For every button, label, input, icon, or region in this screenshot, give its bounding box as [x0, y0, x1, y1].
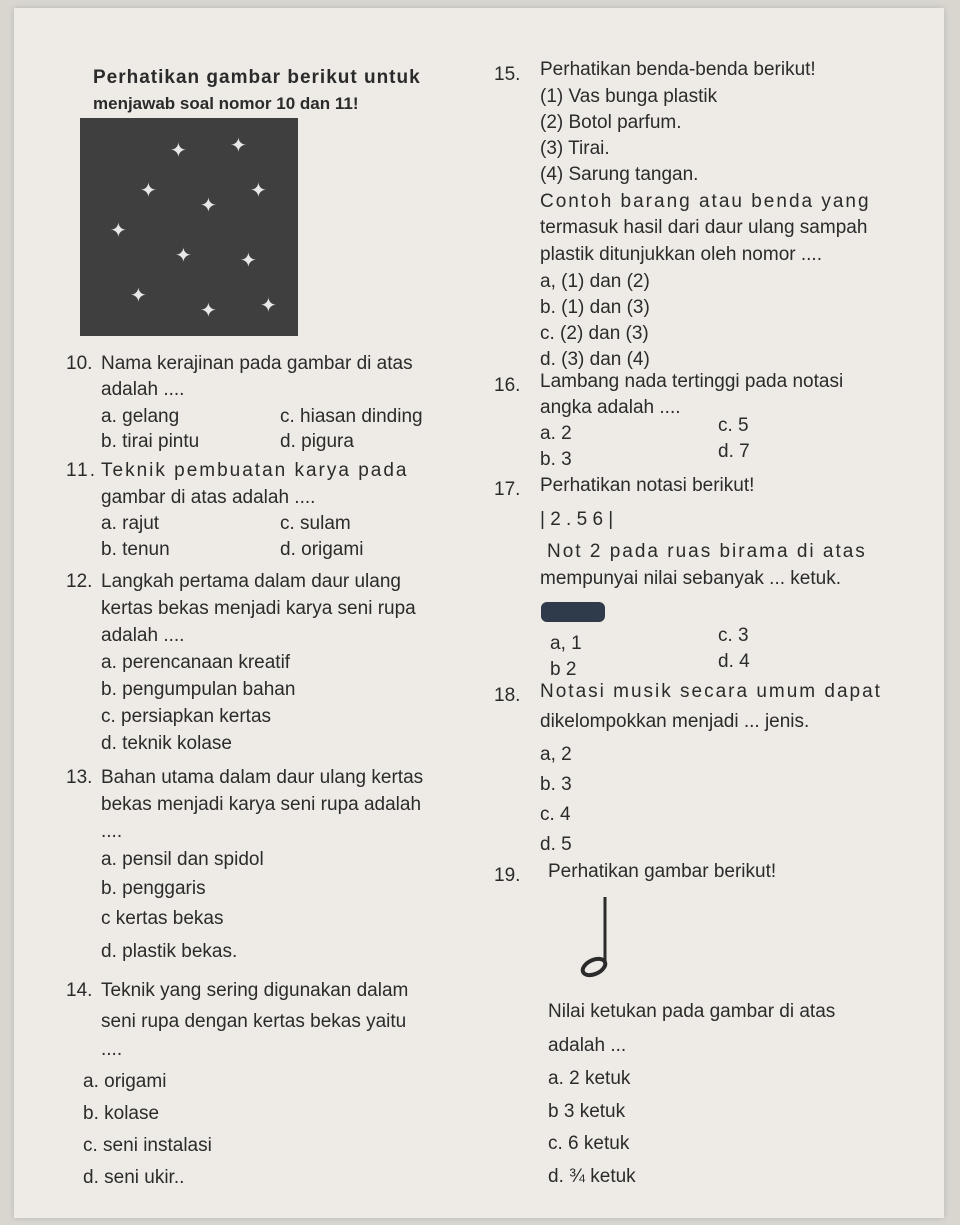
q15-option-c[interactable]: c. (2) dan (3) — [540, 323, 649, 344]
q19-line-1: Perhatikan gambar berikut! — [548, 861, 777, 882]
q12-option-a[interactable]: a. perencanaan kreatif — [101, 652, 291, 673]
q15-item-4: (4) Sarung tangan. — [540, 164, 699, 185]
q13-line-2: bekas menjadi karya seni rupa adalah — [101, 794, 422, 815]
q15-option-a[interactable]: a, (1) dan (2) — [540, 271, 650, 292]
q18-line-1: Notasi musik secara umum dapat — [540, 681, 882, 702]
q17-number: 17. — [494, 479, 521, 500]
q18-option-d[interactable]: d. 5 — [540, 834, 572, 855]
q13-number: 13. — [66, 767, 93, 788]
q12-option-d[interactable]: d. teknik kolase — [101, 733, 232, 754]
q17-option-d[interactable]: d. 4 — [718, 651, 750, 672]
q17-notation: | 2 . 5 6 | — [540, 509, 614, 530]
q17-option-a[interactable]: a, 1 — [550, 633, 582, 654]
q16-option-b[interactable]: b. 3 — [540, 449, 572, 470]
q14-option-c[interactable]: c. seni instalasi — [83, 1135, 212, 1156]
q19-number: 19. — [494, 865, 521, 886]
q11-number: 11. — [66, 460, 98, 481]
q19-option-c[interactable]: c. 6 ketuk — [548, 1133, 630, 1154]
q19-option-a[interactable]: a. 2 ketuk — [548, 1068, 631, 1089]
q14-line-2: seni rupa dengan kertas bekas yaitu — [101, 1011, 407, 1032]
q18-number: 18. — [494, 685, 521, 706]
q15-item-3: (3) Tirai. — [540, 138, 610, 159]
q13-option-c[interactable]: c kertas bekas — [101, 908, 224, 929]
q16-line-1: Lambang nada tertinggi pada notasi — [540, 371, 844, 392]
q11-option-b[interactable]: b. tenun — [101, 539, 170, 560]
q12-number: 12. — [66, 571, 93, 592]
q19-option-d[interactable]: d. ¾ ketuk — [548, 1166, 636, 1187]
q10-number: 10. — [66, 353, 93, 374]
q15-number: 15. — [494, 64, 521, 85]
q13-option-a[interactable]: a. pensil dan spidol — [101, 849, 264, 870]
q11-option-d[interactable]: d. origami — [280, 539, 364, 560]
q15-option-b[interactable]: b. (1) dan (3) — [540, 297, 650, 318]
q16-option-d[interactable]: d. 7 — [718, 441, 750, 462]
intro-line-2: menjawab soal nomor 10 dan 11! — [93, 94, 359, 113]
q16-option-a[interactable]: a. 2 — [540, 423, 572, 444]
q15-item-2: (2) Botol parfum. — [540, 112, 682, 133]
q13-line-3: .... — [101, 821, 123, 842]
q18-line-2: dikelompokkan menjadi ... jenis. — [540, 711, 810, 732]
q11-line-2: gambar di atas adalah .... — [101, 487, 316, 508]
q12-line-2: kertas bekas menjadi karya seni rupa — [101, 598, 416, 619]
q17-line-2: Not 2 pada ruas birama di atas — [547, 541, 867, 562]
q15-line-4: plastik ditunjukkan oleh nomor .... — [540, 244, 822, 265]
q18-option-a[interactable]: a, 2 — [540, 744, 572, 765]
q12-line-1: Langkah pertama dalam daur ulang — [101, 571, 401, 592]
q16-option-c[interactable]: c. 5 — [718, 415, 749, 436]
q14-option-a[interactable]: a. origami — [83, 1071, 167, 1092]
q15-option-d[interactable]: d. (3) dan (4) — [540, 349, 650, 370]
q14-line-1: Teknik yang sering digunakan dalam — [101, 980, 409, 1001]
q10-line-2: adalah .... — [101, 379, 185, 400]
q18-option-b[interactable]: b. 3 — [540, 774, 572, 795]
q17-line-3: mempunyai nilai sebanyak ... ketuk. — [540, 568, 841, 589]
q10-line-1: Nama kerajinan pada gambar di atas — [101, 353, 413, 374]
q15-line-3: termasuk hasil dari daur ulang sampah — [540, 217, 868, 238]
q15-item-1: (1) Vas bunga plastik — [540, 86, 718, 107]
q19-line-3: adalah ... — [548, 1035, 627, 1056]
q19-line-2: Nilai ketukan pada gambar di atas — [548, 1001, 836, 1022]
q15-line-2: Contoh barang atau benda yang — [540, 191, 871, 212]
half-note-icon — [560, 893, 620, 983]
q17-line-1: Perhatikan notasi berikut! — [540, 475, 755, 496]
redaction-mark — [541, 602, 605, 622]
q14-option-d[interactable]: d. seni ukir.. — [83, 1167, 185, 1188]
q16-line-2: angka adalah .... — [540, 397, 681, 418]
q17-option-c[interactable]: c. 3 — [718, 625, 749, 646]
q13-option-b[interactable]: b. penggaris — [101, 878, 206, 899]
q17-option-b[interactable]: b 2 — [550, 659, 577, 680]
intro-line-1: Perhatikan gambar berikut untuk — [93, 67, 421, 88]
q18-option-c[interactable]: c. 4 — [540, 804, 571, 825]
q16-number: 16. — [494, 375, 521, 396]
q13-option-d[interactable]: d. plastik bekas. — [101, 941, 238, 962]
q12-option-b[interactable]: b. pengumpulan bahan — [101, 679, 296, 700]
q11-line-1: Teknik pembuatan karya pada — [101, 460, 409, 481]
q12-option-c[interactable]: c. persiapkan kertas — [101, 706, 272, 727]
q10-option-d[interactable]: d. pigura — [280, 431, 354, 452]
q11-option-a[interactable]: a. rajut — [101, 513, 160, 534]
q10-option-b[interactable]: b. tirai pintu — [101, 431, 200, 452]
q10-option-a[interactable]: a. gelang — [101, 406, 180, 427]
q15-line-1: Perhatikan benda-benda berikut! — [540, 59, 816, 80]
q19-option-b[interactable]: b 3 ketuk — [548, 1101, 626, 1122]
q14-line-3: .... — [101, 1039, 123, 1060]
q14-number: 14. — [66, 980, 93, 1001]
q10-option-c[interactable]: c. hiasan dinding — [280, 406, 423, 427]
q11-option-c[interactable]: c. sulam — [280, 513, 351, 534]
q13-line-1: Bahan utama dalam daur ulang kertas — [101, 767, 424, 788]
q14-option-b[interactable]: b. kolase — [83, 1103, 160, 1124]
paper-cranes-photo: ✦ ✦ ✦ ✦ ✦ ✦ ✦ ✦ ✦ ✦ ✦ — [80, 118, 298, 336]
q12-line-3: adalah .... — [101, 625, 185, 646]
